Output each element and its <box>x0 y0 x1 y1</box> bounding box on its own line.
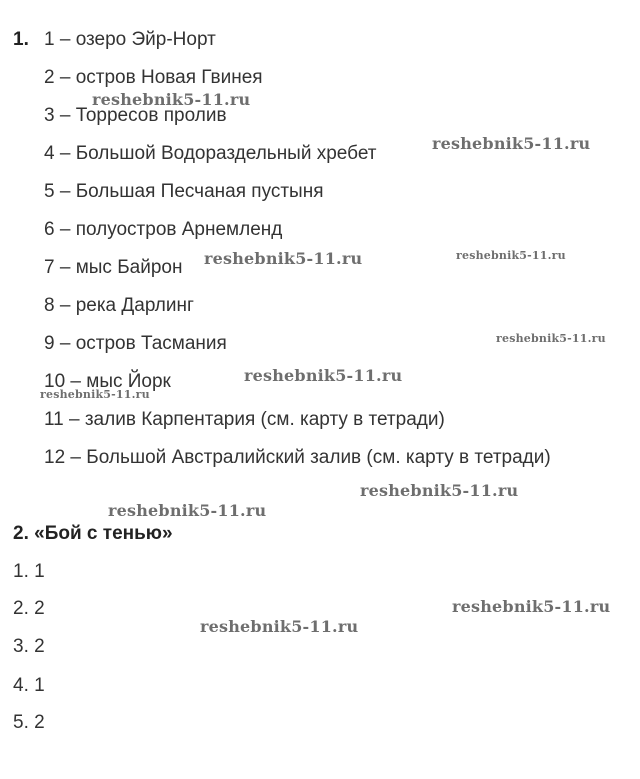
answer-item-2: 2 – остров Новая Гвинея <box>44 67 263 88</box>
watermark: reshebnik5-11.ru <box>496 332 606 345</box>
answer-item-10: 10 – мыс Йорк <box>44 371 171 392</box>
answer-line-2: 2. 2 <box>13 598 45 619</box>
answer-item-12: 12 – Большой Австралийский залив (см. карту в тетради) <box>44 447 551 468</box>
watermark: reshebnik5-11.ru <box>40 388 150 401</box>
answer-item-3: 3 – Торресов пролив <box>44 105 227 126</box>
section-1-number: 1. <box>13 29 29 50</box>
watermark: reshebnik5-11.ru <box>92 90 251 109</box>
answer-item-7: 7 – мыс Байрон <box>44 257 183 278</box>
answer-item-11: 11 – залив Карпентария (см. карту в тетради) <box>44 409 445 430</box>
answer-line-3: 3. 2 <box>13 636 45 657</box>
watermark: reshebnik5-11.ru <box>360 481 519 500</box>
answer-item-5: 5 – Большая Песчаная пустыня <box>44 181 324 202</box>
watermark: reshebnik5-11.ru <box>204 249 363 268</box>
watermark: reshebnik5-11.ru <box>432 134 591 153</box>
watermark: reshebnik5-11.ru <box>200 617 359 636</box>
answer-item-1: 1 – озеро Эйр-Норт <box>44 29 216 50</box>
answer-line-4: 4. 1 <box>13 675 45 696</box>
answer-line-1: 1. 1 <box>13 561 45 582</box>
answer-item-4: 4 – Большой Водораздельный хребет <box>44 143 377 164</box>
watermark: reshebnik5-11.ru <box>108 501 267 520</box>
watermark: reshebnik5-11.ru <box>452 597 611 616</box>
answer-line-5: 5. 2 <box>13 712 45 733</box>
section-2-heading: 2. «Бой с тенью» <box>13 523 173 544</box>
answer-item-9: 9 – остров Тасмания <box>44 333 227 354</box>
answer-item-6: 6 – полуостров Арнемленд <box>44 219 283 240</box>
answer-item-8: 8 – река Дарлинг <box>44 295 194 316</box>
watermark: reshebnik5-11.ru <box>456 249 566 262</box>
watermark: reshebnik5-11.ru <box>244 366 403 385</box>
